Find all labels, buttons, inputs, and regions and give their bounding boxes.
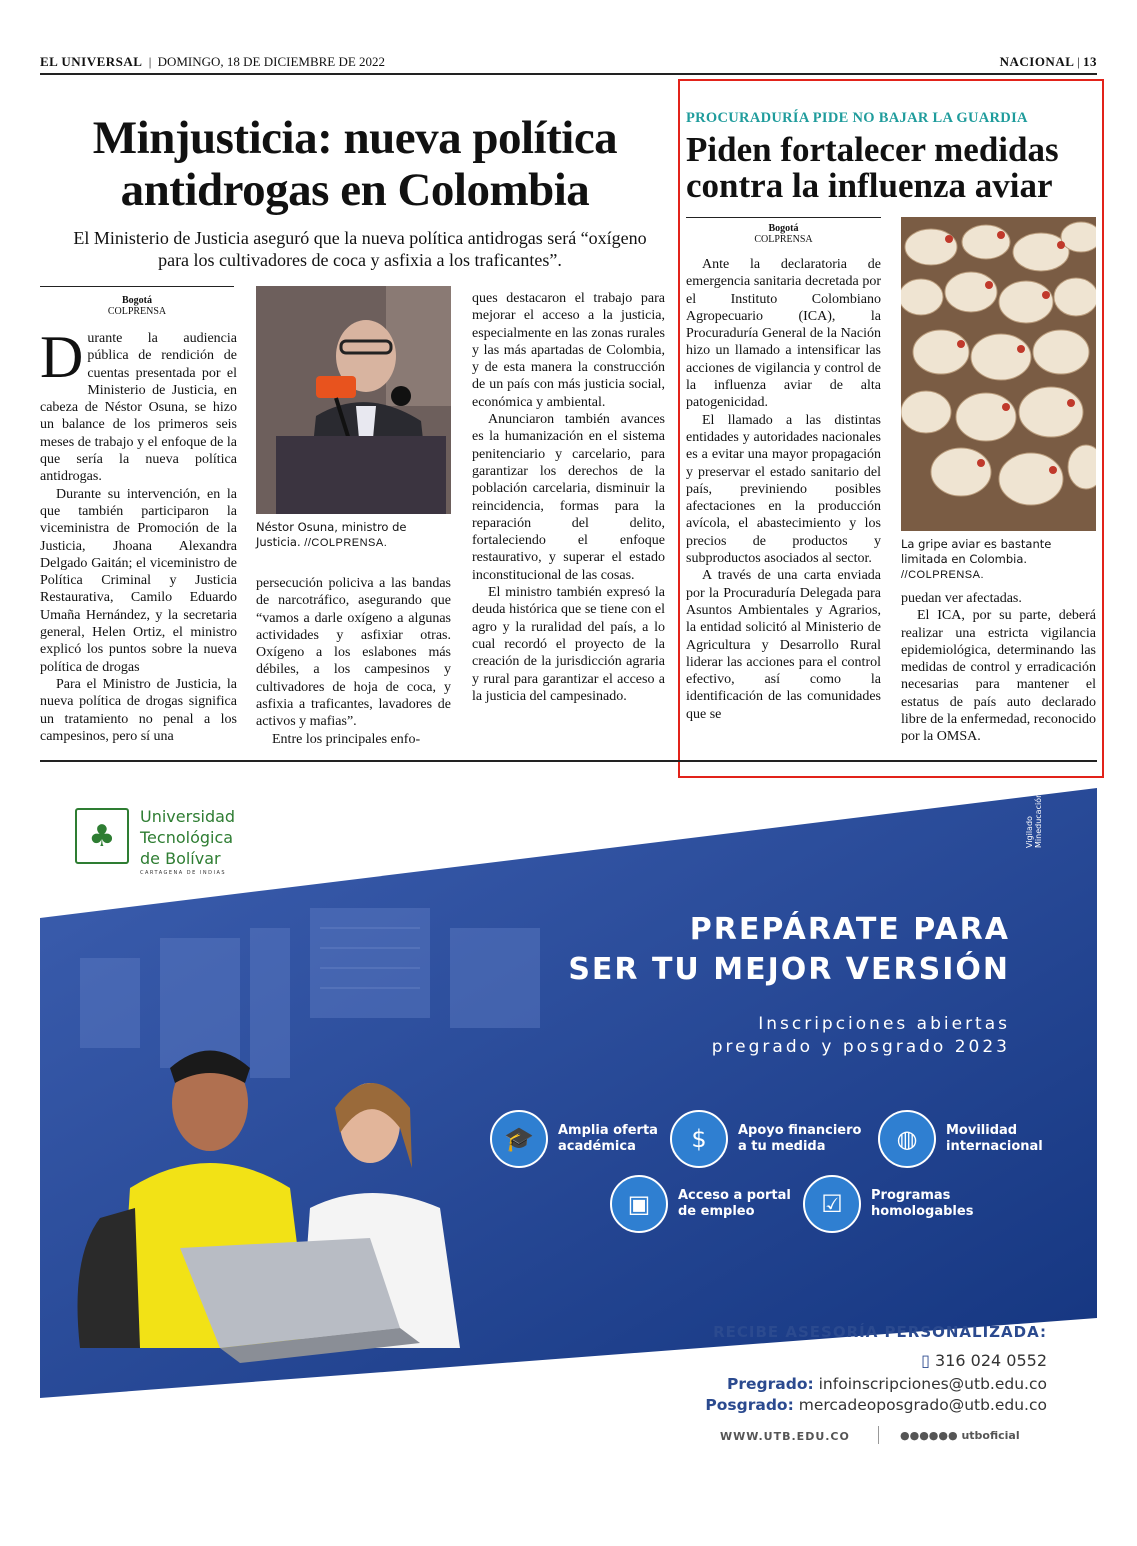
vigilado-label: Vigilado Mineducación bbox=[1025, 792, 1043, 848]
byline-agency: COLPRENSA bbox=[107, 306, 167, 317]
byline-city: Bogotá bbox=[768, 223, 799, 234]
feature-movilidad: ◍ Movilidad internacional bbox=[878, 1110, 1043, 1168]
byline-agency: COLPRENSA bbox=[754, 234, 813, 245]
header-left: EL UNIVERSAL | DOMINGO, 18 DE DICIEMBRE DE 2022 bbox=[40, 54, 386, 69]
paragraph: El llamado a las distintas entidades y autoridades nacionales es a evitar una mayor propagación y preservar el estado sanitario del país, previniendo posibles afectaciones en la producción avícola, el abastecimiento y los precios de productos y subproductos asociados al sector. bbox=[686, 412, 881, 567]
paragraph: Durante su intervención, en la que también participaron la viceministra de Promoción de la Justicia, Jhoana Alexandra Delgado Gaitán; el viceministro de Política Criminal y Justicia Restaurativa, Camilo Eduardo Umaña Hernández, y la secretaria general, Helen Ortiz, el ministro explicó los puntos sobre la nueva política de drogas bbox=[40, 486, 237, 675]
photo-credit: //COLPRENSA. bbox=[304, 537, 388, 549]
article2-column-2 bbox=[901, 590, 1096, 746]
paragraph: A través de una carta enviada por la Procuraduría Delegada para Asuntos Ambientales y Agrarios, la entidad solicitó al Ministerio de Agricultura y Desarrollo Rural liderar las acciones para el control efectivo, así como la identificación de las comunidades que se bbox=[686, 568, 881, 722]
article1-headline: Minjusticia: nueva política antidrogas en Colombia bbox=[92, 112, 618, 216]
globe-network-icon: ◍ bbox=[878, 1110, 936, 1168]
newspaper-name: EL UNIVERSAL bbox=[40, 54, 143, 69]
paragraph: Ante la declaratoria de emergencia sanitaria decretada por el Instituto Colombiano Agropecuario (ICA), la Procuraduría General de la Nación hizo un llamado a intensificar las acciones de vigilancia y control de la influenza aviar de alta patogenicidad. bbox=[686, 257, 881, 411]
paragraph: Para el Ministro de Justicia, la nueva política de drogas significa un tratamiento no penal a los campesinos, pero sí una bbox=[40, 676, 237, 744]
minister-photo-caption: Néstor Osuna, ministro de Justicia. //COLPRENSA. bbox=[256, 520, 407, 549]
chickens-photo-caption: La gripe aviar es bastante limitada en Colombia. //COLPRENSA. bbox=[901, 537, 1052, 581]
article2-byline bbox=[686, 223, 881, 245]
issue-date: DOMINGO, 18 DE DICIEMBRE DE 2022 bbox=[157, 54, 386, 69]
palm-tree-icon: ♣ bbox=[88, 818, 116, 854]
utb-advertisement bbox=[40, 788, 1097, 1488]
posgrado-email[interactable]: mercadeoposgrado@utb.edu.co bbox=[798, 1396, 1047, 1414]
contact-emails: Pregrado: infoinscripciones@utb.edu.co Posgrado: mercadeoposgrado@utb.edu.co bbox=[705, 1375, 1047, 1414]
photo-credit: //COLPRENSA. bbox=[901, 569, 985, 581]
paragraph: Anunciaron también avances es la humanización en el sistema penitenciario y carcelario, para garantizar los derechos de la población carcelaria, disminuir la reincidencia, formas para la reparación del delito, fortaleciendo el enfoque restaurativo, y superar el estado inconstitucional de las cosas. bbox=[472, 412, 665, 583]
header-right: NACIONAL | 13 bbox=[999, 54, 1097, 69]
drop-cap: D bbox=[40, 324, 84, 390]
pregrado-email[interactable]: infoinscripciones@utb.edu.co bbox=[818, 1375, 1047, 1393]
feature-empleo: ▣ Acceso a portal de empleo bbox=[610, 1175, 791, 1233]
article1-column-2 bbox=[256, 575, 451, 748]
byline-city: Bogotá bbox=[122, 295, 152, 306]
minister-photo-illustration bbox=[256, 286, 451, 514]
ad-subheadline: Inscripciones abiertas pregrado y posgrado 2023 bbox=[711, 1014, 1010, 1057]
article1-column-3 bbox=[472, 290, 665, 705]
phone-icon: ▯ bbox=[921, 1351, 930, 1370]
utb-logo-text: Universidad Tecnológica de Bolívar CARTAGENA DE INDIAS bbox=[140, 807, 236, 876]
byline-rule bbox=[40, 286, 234, 287]
article1-byline bbox=[40, 295, 234, 317]
paragraph: persecución policiva a las bandas de narcotráfico, asegurando que “vamos a darle oxígeno a algunas actividades y asfixiar otras. Oxígeno a los eslabones más débiles, a los campesinos y cultivadores de hoja de coca, y asfixia a traficantes, lavadores de activos y mafias”. bbox=[256, 576, 451, 730]
social-icons: ●●●●●● bbox=[900, 1429, 958, 1442]
page-number: 13 bbox=[1083, 54, 1097, 69]
feature-financiero: $ Apoyo financiero a tu medida bbox=[670, 1110, 861, 1168]
paragraph: puedan ver afectadas. bbox=[901, 591, 1022, 606]
paragraph: El ministro también expresó la deuda histórica que se tiene con el agro y la ruralidad del país, a lo cual recordó el proyecto de la creación de la jurisdicción agraria y rural para garantizar el acceso a la justicia del campesinado. bbox=[472, 585, 665, 704]
article1-deck: El Ministerio de Justicia aseguró que la nueva política antidrogas será “oxígeno para los cultivadores de coca y asfixia a los traficantes”. bbox=[73, 228, 647, 270]
feature-academica: 🎓 Amplia oferta académica bbox=[490, 1110, 658, 1168]
asesoria-heading: RECIBE ASESORÍA PERSONALIZADA: bbox=[713, 1323, 1047, 1341]
paragraph: El ICA, por su parte, deberá realizar una estricta vigilancia epidemiológica, determinando las medidas de control y erradicación necesarias para mantener el estatus de país auto declarado libre de la enfermedad, reconocido por la OMSA. bbox=[901, 608, 1096, 745]
article2-headline: Piden fortalecer medidas contra la influenza aviar bbox=[686, 130, 1059, 205]
article2-kicker: PROCURADURÍA PIDE NO BAJAR LA GUARDIA bbox=[686, 110, 1028, 126]
article2-column-1 bbox=[686, 256, 881, 723]
paragraph: urante la audiencia pública de rendición de cuentas presentada por el Ministerio de Justicia, en cabeza de Néstor Osuna, se hizo un balance de los primeros seis meses de trabajo y el enfoque de la que sería la nueva política antidrogas. bbox=[40, 331, 237, 485]
section-name: NACIONAL bbox=[999, 54, 1075, 69]
ad-headline: PREPÁRATE PARA SER TU MEJOR VERSIÓN bbox=[568, 912, 1010, 987]
header-rule bbox=[40, 73, 1097, 75]
footer-divider bbox=[878, 1426, 879, 1444]
social-handles: ●●●●●● utboficial bbox=[900, 1429, 1020, 1442]
employment-portal-icon: ▣ bbox=[610, 1175, 668, 1233]
bottom-rule bbox=[40, 760, 1097, 762]
certificate-icon: ☑ bbox=[803, 1175, 861, 1233]
phone-number[interactable]: 316 024 0552 bbox=[935, 1351, 1047, 1370]
phone-line bbox=[560, 1351, 1047, 1370]
byline-rule bbox=[686, 217, 881, 218]
utb-logo-mark bbox=[75, 808, 129, 864]
feature-homologables: ☑ Programas homologables bbox=[803, 1175, 973, 1233]
paragraph: Entre los principales enfo- bbox=[272, 731, 421, 747]
website-link[interactable]: WWW.UTB.EDU.CO bbox=[720, 1430, 850, 1443]
article1-column-1 bbox=[40, 324, 237, 745]
chickens-photo-illustration bbox=[901, 217, 1096, 531]
minister-photo bbox=[256, 286, 451, 514]
graduation-cap-icon: 🎓 bbox=[490, 1110, 548, 1168]
chickens-photo bbox=[901, 217, 1096, 531]
paragraph: ques destacaron el trabajo para mejorar el acceso a la justicia, especialmente en las zonas rurales y las más apartadas de Colombia, y de esta manera la construcción de un país con más justicia social, económica y ambiental. bbox=[472, 291, 665, 410]
money-hand-icon: $ bbox=[670, 1110, 728, 1168]
